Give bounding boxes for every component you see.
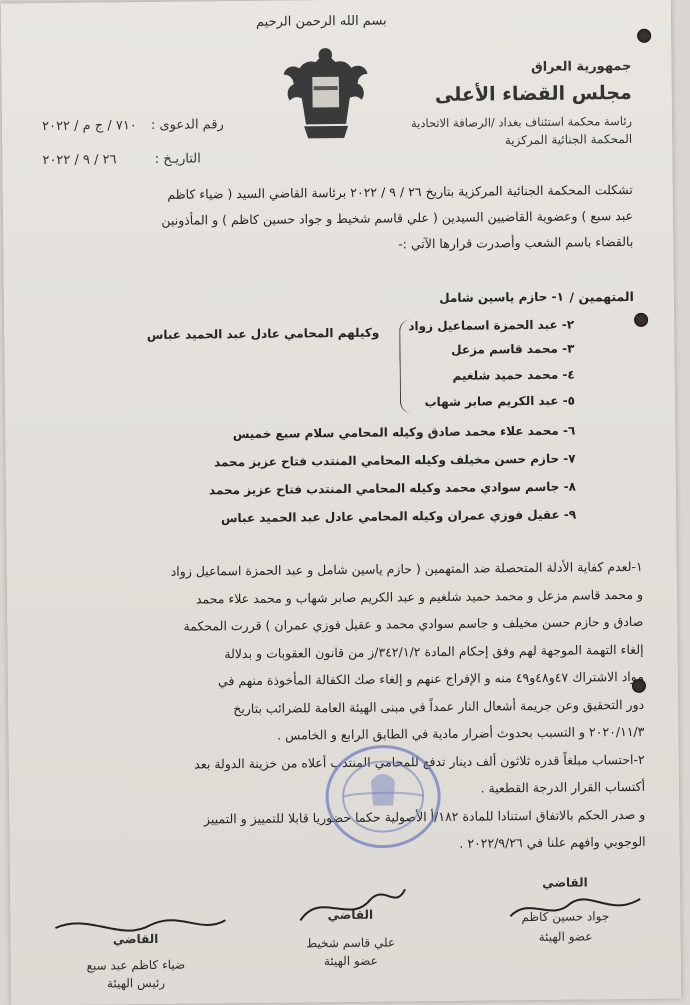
presidency-name: رئاسة محكمة استئناف بغداد /الرصافة الاتحادية [410, 113, 633, 131]
accused-label: المتهمين / [569, 288, 634, 305]
signature-title: القاضي [327, 907, 374, 923]
signature-role: عضو الهيئة [323, 953, 378, 969]
accused-item: ٢- عبد الحمزة اسماعيل زواد [408, 317, 575, 334]
emblem-icon [279, 44, 372, 145]
intro-line: تشكلت المحكمة الجنائية المركزية بتاريخ ٢٦ / ٩ / ٢٠٢٢ برئاسة القاضي السيد ( ضياء كاظم [167, 181, 633, 202]
punch-hole [634, 313, 648, 327]
date-row [42, 151, 201, 168]
accused-item: ٦- محمد علاء محمد صادق وكيله المحامي سلام سبع خميس [232, 423, 576, 442]
signature-name: ضياء كاظم عبد سبع [86, 957, 186, 973]
signature-scribble-icon [290, 879, 411, 930]
court-name: المحكمة الجنائية المركزية [504, 131, 633, 148]
accused-item: ٤- محمد حميد شلغيم [452, 367, 575, 383]
signature-role: عضو الهيئة [538, 929, 593, 944]
council-name: مجلس القضاء الأعلى [434, 81, 632, 106]
accused-item: ١- حازم ياسين شامل [439, 289, 564, 305]
header-block [410, 59, 632, 148]
case-number-row [42, 117, 224, 134]
accused-item: ٨- جاسم سوادي محمد وكيله المحامي المنتدب فتاح عزيز محمد [208, 479, 576, 498]
date-label: التاريـخ : [154, 151, 201, 167]
intro-paragraph [23, 177, 634, 261]
group-brace [399, 319, 415, 413]
case-number-value: ٧١٠ / ج م / ٢٠٢٢ [41, 118, 137, 135]
decision-line: ١-لعدم كفاية الأدلة المتحصلة ضد المتهمين ( حازم ياسين شامل و عبد الحمزة اسماعيل زواد [170, 558, 643, 579]
signature-scribble-icon [50, 906, 230, 948]
signature-name: علي قاسم شخيط [306, 935, 396, 951]
country-name: جمهورية العراق [530, 58, 632, 75]
basmala: بسم الله الرحمن الرحيم [255, 13, 387, 30]
decision-line: ٢-احتساب مبلغاً قدره ثلاثون ألف دينار تدفع للمحامي المنتدب أعلاه من خزينة الدولة بعد [194, 751, 645, 772]
decision-line: الوجوبي وافهم علنا في ٢٠٢٢/٩/٢٦ . [459, 833, 646, 851]
accused-item: ٩- عقيل فوزي عمران وكيله المحامي عادل عبد الحميد عباس [220, 507, 577, 526]
decision-line: ٢٠٢٠/١١/٣ و التسبب بحدوث أضرار مادية في الطابق الرابع و الخامس . [277, 723, 645, 743]
signature-title: القاضي [112, 931, 159, 947]
signature-name: جواد حسين كاظم [521, 909, 610, 925]
accused-item: ٣- محمد قاسم مزعل [451, 341, 575, 357]
signature-scribble-icon [500, 887, 650, 929]
group-lawyer: وكيلهم المحامي عادل عبد الحميد عباس [146, 325, 380, 343]
signature-role: رئيس الهيئة [106, 975, 166, 991]
decision-line: مواد الاشتراك ٤٧و٤٨و٤٩ منه و الإفراج عنهم و إلغاء صك الكفالة المأخوذة منهم في [217, 668, 644, 689]
date-value: ٢٦ / ٩ / ٢٠٢٢ [42, 152, 117, 169]
court-stamp-icon [323, 741, 444, 852]
decision-line: و صدر الحكم بالاتفاق استنادا للمادة ١٨٢/أ الأصولية حكما حضوريا قابلا للتمييز و التمييز [203, 806, 646, 826]
intro-line: عبد سبع ) وعضوية القاضيين السيدين ( علي قاسم شخيط و جواد حسين كاظم ) و المأذونين [161, 207, 634, 228]
document-page [1, 0, 681, 1005]
intro-line: بالقضاء باسم الشعب وأصدرت قرارها الآتي :- [398, 233, 634, 252]
case-number-label: رقم الدعوى : [150, 117, 224, 133]
punch-hole [637, 29, 651, 43]
decision-line: أكتساب القرار الدرجة القطعية . [480, 778, 646, 796]
decision-line: صادق و حازم حسن مخيلف و جاسم سوادي محمد و عقيل فوزي عمران ) قررت المحكمة [183, 613, 644, 634]
accused-item: ٧- حازم حسن مخيلف وكيله المحامي المنتدب فتاح عزيز محمد [213, 451, 576, 470]
decision-line: دور التحقيق وعن جريمة أشعال النار عمداً في مبنى الهيئة العامة للضرائب بتاريخ [233, 696, 645, 716]
decision-line: و محمد قاسم مزعل و محمد حميد شلغيم و عبد الكريم صابر شهاب و محمد علاء محمد [195, 586, 644, 607]
signature-title: القاضي [542, 875, 588, 890]
accused-item: ٥- عبد الكريم صابر شهاب [424, 393, 576, 410]
decision-line: إلغاء التهمة الموجهة لهم وفق إحكام المادة ٣٤٢/١/٢/ز من قانون العقوبات و بدلالة [224, 641, 644, 661]
